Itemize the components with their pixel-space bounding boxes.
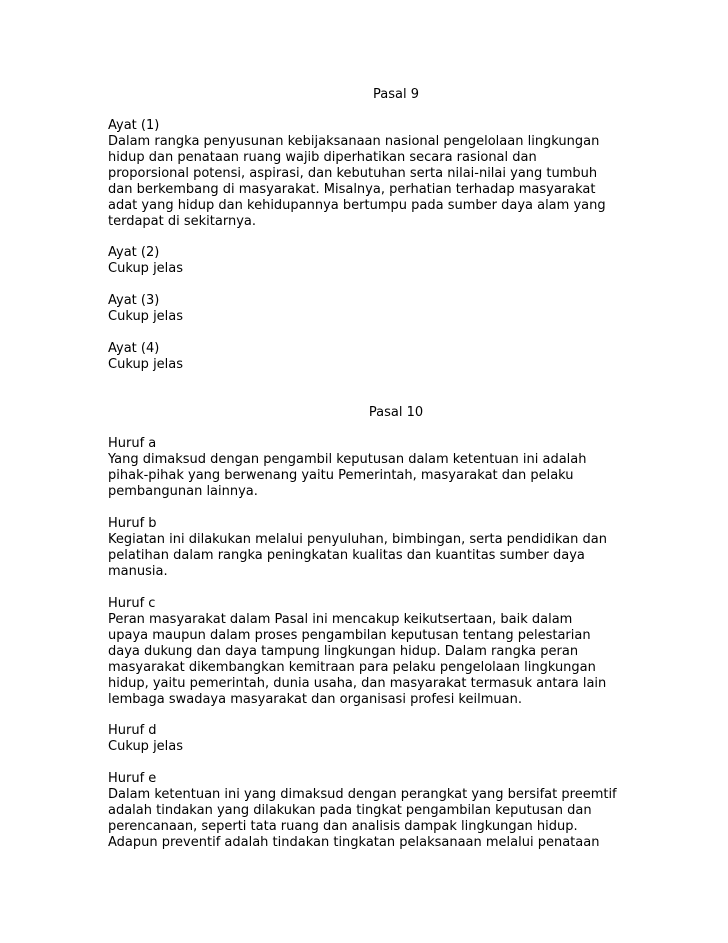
- pasal-9-ayat-2: [108, 245, 668, 277]
- ayat-label: Ayat (1): [108, 118, 160, 133]
- paragraph-line: Dalam ketentuan ini yang dimaksud dengan perangkat yang bersifat preemtif: [108, 787, 617, 802]
- paragraph-line: proporsional potensi, aspirasi, dan kebutuhan serta nilai-nilai yang tumbuh: [108, 166, 598, 181]
- pasal-10-title: Pasal 10: [368, 405, 424, 420]
- paragraph-line: Dalam rangka penyusunan kebijaksanaan nasional pengelolaan lingkungan: [108, 134, 600, 149]
- ayat-text: Cukup jelas: [108, 357, 184, 372]
- pasal-10-heading: [0, 405, 728, 421]
- pasal-10-huruf-b: [108, 516, 668, 580]
- huruf-label: Huruf e: [108, 771, 157, 786]
- paragraph-line: perencanaan, seperti tata ruang dan analisis dampak lingkungan hidup.: [108, 819, 578, 834]
- pasal-10-huruf-e: [108, 771, 668, 851]
- pasal-10-huruf-d: [108, 723, 668, 755]
- ayat-label: Ayat (3): [108, 293, 160, 308]
- pasal-10-huruf-c: [108, 596, 668, 708]
- paragraph-line: adalah tindakan yang dilakukan pada tingkat pengambilan keputusan dan: [108, 803, 592, 818]
- huruf-label: Huruf a: [108, 436, 157, 451]
- paragraph-line: masyarakat dikembangkan kemitraan para pelaku pengelolaan lingkungan: [108, 660, 596, 675]
- paragraph-line: Kegiatan ini dilakukan melalui penyuluhan, bimbingan, serta pendidikan dan: [108, 532, 607, 547]
- pasal-9-ayat-4: [108, 341, 668, 373]
- ayat-text: Cukup jelas: [108, 261, 184, 276]
- paragraph-line: terdapat di sekitarnya.: [108, 214, 256, 229]
- pasal-9-ayat-3: [108, 293, 668, 325]
- ayat-text: Cukup jelas: [108, 309, 184, 324]
- paragraph-line: Yang dimaksud dengan pengambil keputusan dalam ketentuan ini adalah: [108, 452, 587, 467]
- paragraph-line: upaya maupun dalam proses pengambilan keputusan tentang pelestarian: [108, 628, 591, 643]
- huruf-label: Huruf d: [108, 723, 157, 738]
- huruf-text: Cukup jelas: [108, 739, 184, 754]
- paragraph-line: pelatihan dalam rangka peningkatan kualitas dan kuantitas sumber daya: [108, 548, 585, 563]
- paragraph-line: hidup dan penataan ruang wajib diperhatikan secara rasional dan: [108, 150, 537, 165]
- paragraph-line: adat yang hidup dan kehidupannya bertumpu pada sumber daya alam yang: [108, 198, 606, 213]
- pasal-9-title: Pasal 9: [373, 87, 419, 102]
- pasal-9-ayat-1: [108, 118, 668, 230]
- paragraph-line: dan berkembang di masyarakat. Misalnya, perhatian terhadap masyarakat: [108, 182, 596, 197]
- paragraph-line: lembaga swadaya masyarakat dan organisasi profesi keilmuan.: [108, 692, 522, 707]
- pasal-9-heading: [0, 87, 728, 103]
- huruf-label: Huruf b: [108, 516, 157, 531]
- ayat-label: Ayat (4): [108, 341, 160, 356]
- paragraph-line: daya dukung dan daya tampung lingkungan hidup. Dalam rangka peran: [108, 644, 579, 659]
- huruf-label: Huruf c: [108, 596, 156, 611]
- paragraph-line: pembangunan lainnya.: [108, 484, 258, 499]
- paragraph-line: pihak-pihak yang berwenang yaitu Pemerintah, masyarakat dan pelaku: [108, 468, 574, 483]
- pasal-10-huruf-a: [108, 436, 668, 500]
- paragraph-line: manusia.: [108, 564, 168, 579]
- paragraph-line: hidup, yaitu pemerintah, dunia usaha, dan masyarakat termasuk antara lain: [108, 676, 607, 691]
- paragraph-line: Peran masyarakat dalam Pasal ini mencakup keikutsertaan, baik dalam: [108, 612, 573, 627]
- ayat-label: Ayat (2): [108, 245, 160, 260]
- paragraph-line: Adapun preventif adalah tindakan tingkatan pelaksanaan melalui penataan: [108, 835, 600, 850]
